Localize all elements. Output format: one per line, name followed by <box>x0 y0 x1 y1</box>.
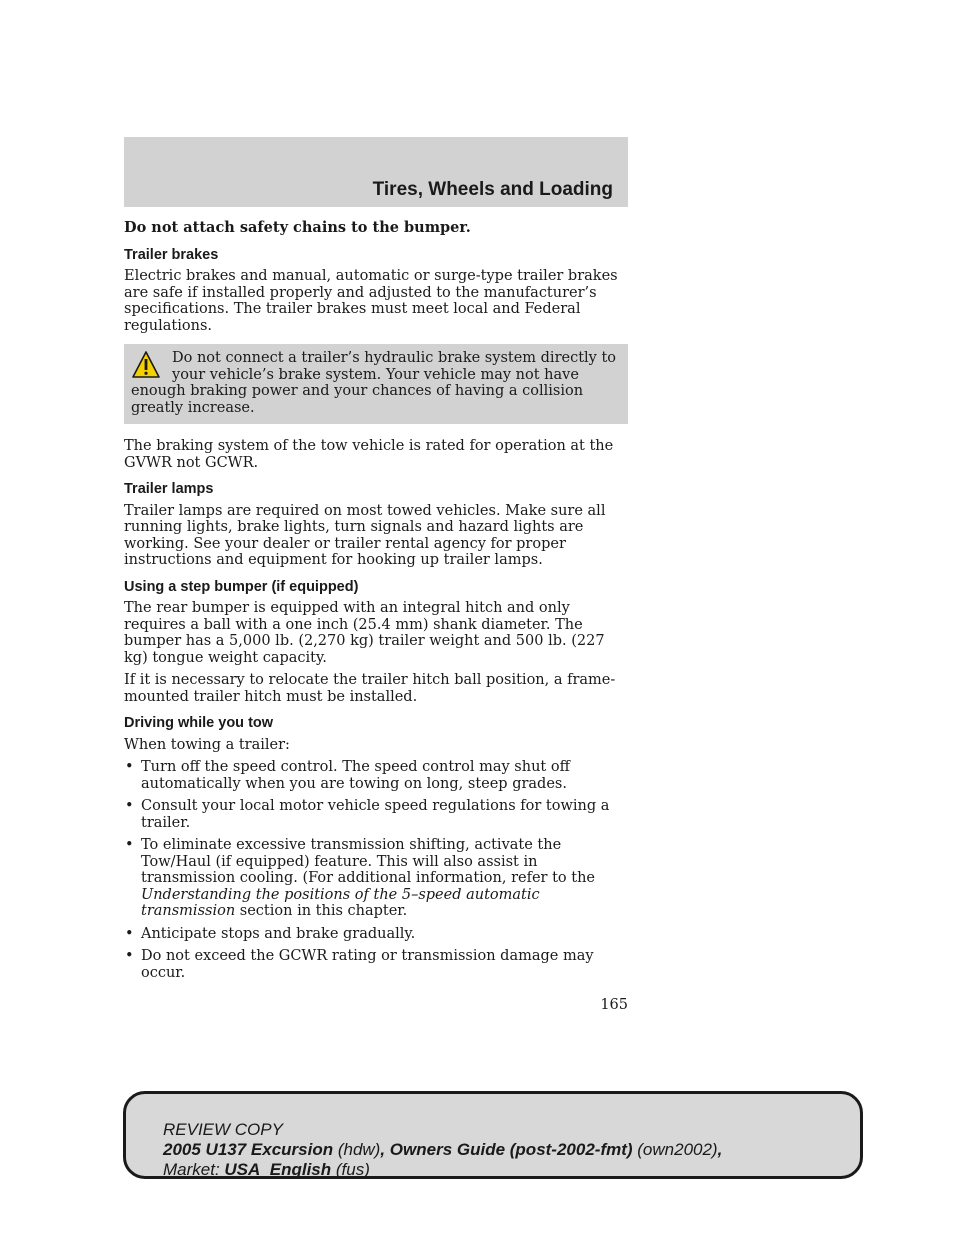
warning-box <box>124 344 628 424</box>
review-copy-footer <box>123 1091 863 1179</box>
towing-tips-list <box>124 759 628 981</box>
trailer-lamps-text: Trailer lamps are required on most towed vehicles. Make sure all running lights, brake lights, turn signals and hazard lights are working. See your dealer or trailer rental agency for proper instructions and equipment for hooking up trailer lamps. <box>124 502 606 568</box>
list-item <box>124 837 628 920</box>
list-item: • Turn off the speed control. The speed control may shut off automatically when you are towing on long, steep grades. <box>124 759 628 792</box>
list-item: • Do not exceed the GCWR rating or transmission damage may occur. <box>124 948 628 981</box>
document-info-line <box>163 1140 860 1160</box>
model-code: (hdw) <box>333 1140 381 1159</box>
cross-reference-link: Understanding the positions of the 5–speed automatic transmission <box>141 886 540 919</box>
market-line <box>163 1160 860 1180</box>
page-number: 165 <box>600 997 628 1013</box>
heading-step-bumper: Using a step bumper (if equipped) <box>124 578 359 595</box>
market-label: Market: <box>163 1160 225 1179</box>
heading-driving-while-towing: Driving while you tow <box>124 715 274 731</box>
warning-text: Do not connect a trailer’s hydraulic brake system directly to your vehicle’s brake system. Your vehicle may not have enough braking power and your chances of having a collision greatly increase. <box>131 350 617 416</box>
section-header-band <box>124 137 628 207</box>
list-item: • Anticipate stops and brake gradually. <box>124 926 628 943</box>
step-bumper-text-1: The rear bumper is equipped with an integral hitch and only requires a ball with a one inch (25.4 mm) shank diameter. The bumper has a 5,000 lb. (2,270 kg) trailer weight and 500 lb. (227 kg) tongue weight capacity. <box>124 600 605 666</box>
model-name: 2005 U137 Excursion <box>163 1140 334 1159</box>
trailer-brakes-text: Electric brakes and manual, automatic or surge-type trailer brakes are safe if installed properly and adjusted to the manufacturer’s specifications. The trailer brakes must meet local and Federal regulations. <box>124 268 618 334</box>
section-title: Tires, Wheels and Loading <box>372 179 613 200</box>
list-item-text: To eliminate excessive transmission shifting, activate the Tow/Haul (if equipped) feature. This will also assist in transmission cooling. (For additional information, refer to the <box>141 837 595 886</box>
heading-trailer-brakes: Trailer brakes <box>124 246 219 263</box>
review-copy-label: REVIEW COPY <box>163 1120 283 1139</box>
guide-name: , Owners Guide (post-2002-fmt) <box>380 1140 633 1159</box>
step-bumper-text-2: If it is necessary to relocate the trailer hitch ball position, a frame-mounted trailer hitch must be installed. <box>124 672 616 705</box>
separator: , <box>717 1140 723 1159</box>
driving-intro: When towing a trailer: <box>124 736 290 753</box>
page-content <box>124 220 628 1014</box>
warning-triangle-icon <box>131 350 161 382</box>
list-item-text: section in this chapter. <box>235 903 408 919</box>
market-name: USA_English <box>224 1160 332 1179</box>
list-item: • Consult your local motor vehicle speed regulations for towing a trailer. <box>124 798 628 831</box>
safety-chain-note: Do not attach safety chains to the bumper. <box>124 219 471 236</box>
market-code: (fus) <box>331 1160 370 1179</box>
guide-code: (own2002) <box>632 1140 718 1159</box>
heading-trailer-lamps: Trailer lamps <box>124 481 214 497</box>
braking-system-text: The braking system of the tow vehicle is rated for operation at the GVWR not GCWR. <box>124 438 614 471</box>
